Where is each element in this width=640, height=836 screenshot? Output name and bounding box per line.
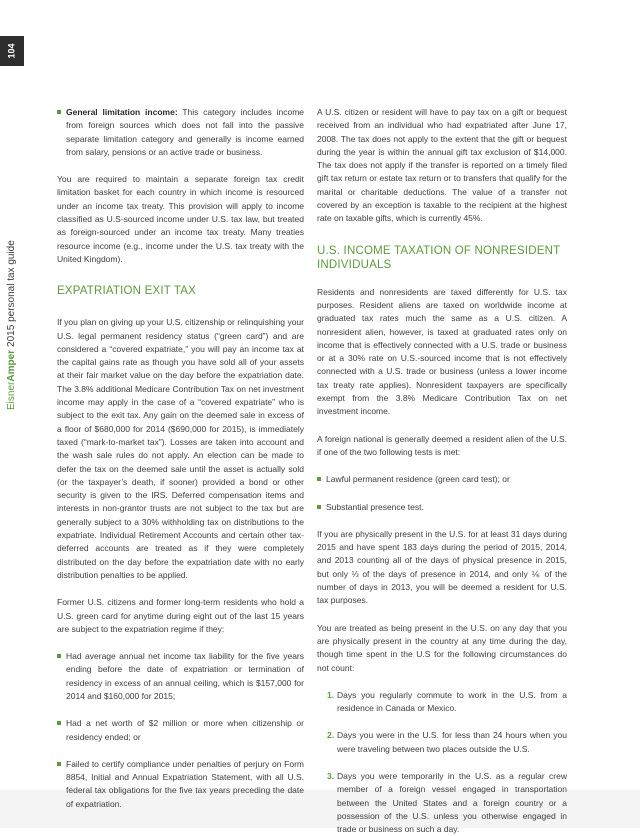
bullet-square-icon (57, 654, 61, 658)
paragraph-foreign-tax-basket: You are required to maintain a separate foreign tax credit limitation basket for each country in which income is resourced under an income tax treaty. This provision will apply to income classified as U.S-sourced income under U.S. tax law, but treated as foreign-sourced under an income tax treaty. Many treaties resource income (e.g., income under the U.S. tax treaty with the United Kingdom). (57, 174, 304, 264)
left-column (57, 106, 304, 811)
bullet-square-icon (57, 762, 61, 766)
bullet-label: General limitation income: (66, 107, 178, 117)
bullet-square-icon (57, 721, 61, 725)
page-number: 104 (7, 43, 17, 59)
list-number: 2. (327, 730, 335, 741)
bullet-square-icon (317, 477, 321, 481)
bullet-text: Substantial presence test. (326, 501, 424, 512)
list-item-text: Days you regularly commute to work in the U.S. from a residence in Canada or Mexico. (337, 689, 567, 714)
bullet-net-income-liability (57, 650, 304, 703)
bullet-green-card-test (317, 473, 567, 486)
bullet-square-icon (317, 505, 321, 509)
heading-expatriation-exit-tax: EXPATRIATION EXIT TAX (57, 285, 197, 298)
list-number: 1. (327, 689, 335, 700)
heading-nonresident-taxation: U.S. INCOME TAXATION OF NONRESIDENT INDIVIDUALS (317, 244, 561, 271)
paragraph-residents-nonresidents: Residents and nonresidents are taxed differently for U.S. tax purposes. Resident aliens are taxed on worldwide income at graduated tax rates much the same as a U.S. citizen. A nonresident alien, however, is taxed at graduated rates only on income that is effectively connected with a U.S. trade or business or at a 30% rate on U.S.-sourced income that is not effectively connected with a U.S. trade or business (unless a lower income tax treaty rate applies). Nonresident taxpayers are specifically exempt from the 3.8% Medicare Contribution Tax on net investment income. (317, 286, 567, 417)
numbered-item-transit (317, 729, 567, 756)
bullet-text: Had a net worth of $2 million or more when citizenship or residency ended; or (66, 718, 304, 742)
paragraph-resident-alien-tests: A foreign national is generally deemed a resident alien of the U.S. if one of the two following tests is met: (317, 433, 567, 457)
numbered-item-commute (317, 689, 567, 716)
bullet-text: Had average annual net income tax liability for the five years ending before the date of expatriation or termination of residency in excess of an annual ceiling, which is $157,000 for 2014 and $160,000 for 2015; (66, 651, 304, 701)
guide-title: 2015 personal tax guide (6, 240, 17, 347)
brand-eisner: Eisner (6, 381, 17, 410)
paragraph-days-present: You are treated as being present in the U.S. on any day that you are physically present in the country at any time during the day, though time spent in the U.S for the following circumstances do not count: (317, 622, 567, 673)
bullet-square-icon (57, 110, 61, 114)
bullet-net-worth (57, 717, 304, 744)
paragraph-gift-bequest: A U.S. citizen or resident will have to pay tax on a gift or bequest received from an individual who had expatriated after June 17, 2008. The tax does not apply to the extent that the gift or bequest during the year is within the annual gift tax exclusion of $14,000. The tax does not apply if the transfer is reported on a timely filed gift tax return or estate tax return or to transfers that qualify for the marital or charitable deductions. The value of a transfer not covered by an exception is taxable to the recipient at the highest rate on taxable gifts, which is currently 45%. (317, 107, 567, 224)
bullet-text: Lawful permanent residence (green card test); or (326, 474, 510, 485)
paragraph-former-citizens: Former U.S. citizens and former long-term residents who hold a U.S. green card for anytime during eight out of the last 15 years are subject to the expatriation regime if they: (57, 597, 304, 634)
bullet-text: This category includes income from foreign sources which does not fall into the passive separate limitation category and generally is income earned from salary, pensions or an active trade or business. (66, 107, 304, 157)
bullet-general-limitation (57, 106, 304, 159)
list-item-text: Days you were in the U.S. for less than 24 hours when you were traveling between two places outside the U.S. (337, 730, 567, 754)
right-column (317, 106, 567, 836)
paragraph-physical-presence: If you are physically present in the U.S. for at least 31 days during 2015 and have spent 183 days during the period of 2015, 2014, and 2013 counting all of the days of physical presence in 2015, but only ⅓ of the days of presence in 2014, and only ⅙ of the number of days in 2013, you will be deemed a resident for U.S. tax purposes. (317, 528, 567, 606)
paragraph-covered-expatriate: If you plan on giving up your U.S. citizenship or relinquishing your U.S. legal permanent residency status (“green card”) and are considered a “covered expatriate,” you will pay an income tax at the capital gains rate as though you have sold all of your assets at their fair market value on the day before the expatriation date. The 3.8% additional Medicare Contribution Tax on net investment income may apply in the case of a “covered expatriate” who is subject to the exit tax. Any gain on the deemed sale in excess of a floor of $680,000 for 2014 ($690,000 for 2015), is immediately taxed (“mark-to-market tax”). Losses are taken into account and the wash sale rules do not apply. An election can be made to defer the tax on the deemed sale until the asset is actually sold (or the taxpayer’s death, if sooner) provided a bond or other security is given to the IRS. Deferred compensation items and interests in non-grantor trusts are not subject to the tax but are generally subject to a 30% withholding tax on distributions to the expatriate. Individual Retirement Accounts and certain other tax-deferred accounts are treated as if they were completely distributed on the day before the expatriation date with no early distribution penalties to be applied. (57, 317, 304, 580)
list-item-text: Days you were temporarily in the U.S. as a regular crew member of a foreign vessel engaged in transportation between the United States and a foreign country or a possession of the U.S. unless you otherwise engaged in trade or business on such a day. (337, 770, 567, 835)
page-number-tab (0, 36, 24, 66)
numbered-item-crew-member (317, 770, 567, 836)
bullet-form-8854 (57, 758, 304, 811)
bullet-text: Failed to certify compliance under penalties of perjury on Form 8854, Initial and Annual Expatriation Statement, with all U.S. federal tax obligations for the five tax years preceding the date of expatriation. (66, 758, 304, 809)
running-header (3, 230, 21, 410)
brand-amper: Amper (6, 349, 17, 382)
list-number: 3. (327, 770, 335, 781)
bullet-substantial-presence (317, 501, 567, 514)
